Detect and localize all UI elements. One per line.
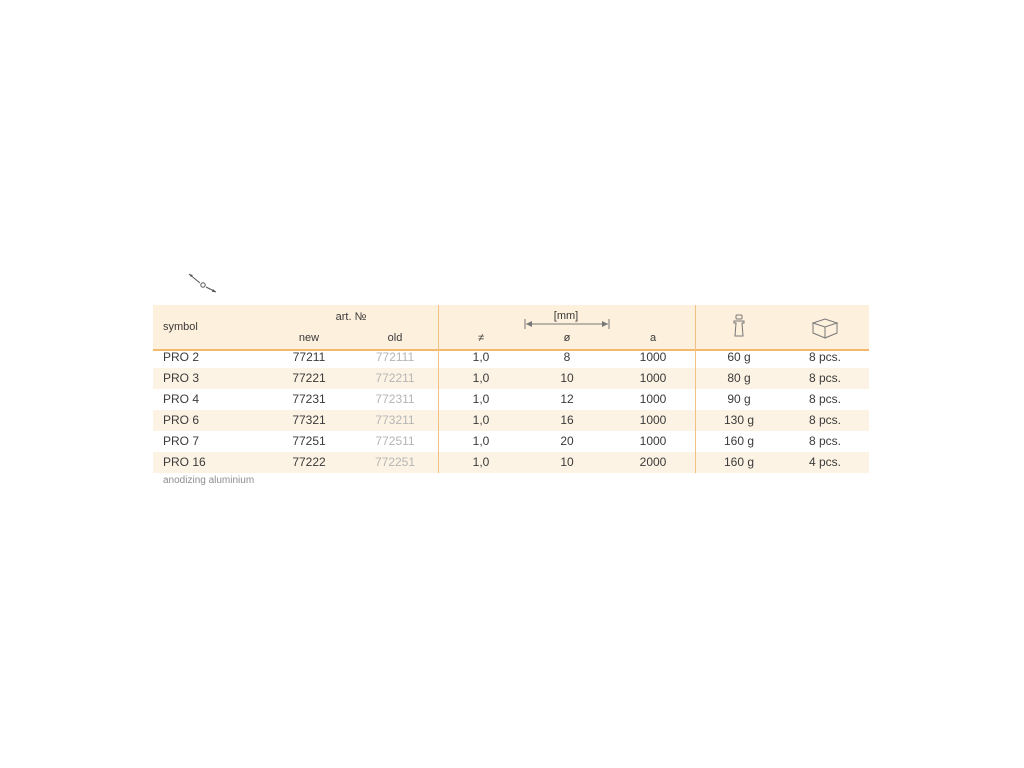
row-shade xyxy=(153,410,869,431)
cell-new: 77231 xyxy=(292,392,326,406)
cell-weight: 60 g xyxy=(727,350,751,364)
column-divider xyxy=(438,305,439,473)
column-divider xyxy=(695,305,696,473)
table-header xyxy=(153,305,869,349)
cell-weight: 90 g xyxy=(727,392,751,406)
cell-weight: 160 g xyxy=(723,434,755,448)
cell-new: 77222 xyxy=(292,455,326,469)
header-diameter: ø xyxy=(563,332,571,344)
cell-old: 772311 xyxy=(375,392,415,406)
cell-new: 77211 xyxy=(292,350,326,364)
cell-pack: 4 pcs. xyxy=(808,455,842,469)
cell-length: 1000 xyxy=(639,392,667,406)
cell-length: 1000 xyxy=(639,350,667,364)
header-new: new xyxy=(298,332,320,344)
cell-symbol: PRO 6 xyxy=(163,413,200,427)
cell-thickness: 1,0 xyxy=(472,434,490,448)
cell-length: 1000 xyxy=(639,434,667,448)
cell-symbol: PRO 16 xyxy=(163,455,206,469)
cell-old: 772251 xyxy=(374,455,416,469)
cell-new: 77251 xyxy=(292,434,326,448)
cell-thickness: 1,0 xyxy=(472,392,490,406)
cell-pack: 8 pcs. xyxy=(808,371,842,385)
cell-weight: 80 g xyxy=(727,371,751,385)
cell-thickness: 1,0 xyxy=(472,455,490,469)
header-old: old xyxy=(387,332,403,344)
cell-diameter: 16 xyxy=(560,413,574,427)
product-table xyxy=(153,305,869,473)
row-shade xyxy=(153,368,869,389)
package-box-icon xyxy=(810,316,840,340)
profile-diagram-icon xyxy=(186,271,218,295)
cell-thickness: 1,0 xyxy=(472,350,490,364)
cell-pack: 8 pcs. xyxy=(808,350,842,364)
cell-diameter: 20 xyxy=(560,434,574,448)
cell-thickness: 1,0 xyxy=(472,413,490,427)
cell-old: 772111 xyxy=(375,350,415,364)
dimension-arrow-icon xyxy=(523,318,611,330)
cell-new: 77221 xyxy=(292,371,326,385)
cell-length: 2000 xyxy=(639,455,667,469)
cell-diameter: 8 xyxy=(563,350,571,364)
cell-old: 772511 xyxy=(375,434,415,448)
cell-length: 1000 xyxy=(639,371,667,385)
cell-weight: 160 g xyxy=(723,455,755,469)
cell-diameter: 10 xyxy=(560,371,574,385)
cell-symbol: PRO 2 xyxy=(163,350,200,364)
header-art-no: art. № xyxy=(335,311,367,323)
header-thickness: ≠ xyxy=(477,332,485,344)
header-symbol: symbol xyxy=(163,321,198,333)
header-rule xyxy=(153,349,869,351)
weight-icon xyxy=(730,314,748,338)
cell-old: 772211 xyxy=(375,371,415,385)
cell-old: 773211 xyxy=(375,413,415,427)
cell-new: 77321 xyxy=(292,413,326,427)
cell-symbol: PRO 3 xyxy=(163,371,200,385)
cell-weight: 130 g xyxy=(723,413,755,427)
cell-diameter: 12 xyxy=(560,392,574,406)
header-unit: [mm] xyxy=(553,310,579,322)
cell-thickness: 1,0 xyxy=(472,371,490,385)
cell-length: 1000 xyxy=(639,413,667,427)
cell-symbol: PRO 7 xyxy=(163,434,200,448)
footnote: anodizing aluminium xyxy=(163,475,255,486)
cell-pack: 8 pcs. xyxy=(808,392,842,406)
row-shade xyxy=(153,452,869,473)
header-length: a xyxy=(649,332,657,344)
cell-pack: 8 pcs. xyxy=(808,413,842,427)
cell-diameter: 10 xyxy=(560,455,574,469)
cell-pack: 8 pcs. xyxy=(808,434,842,448)
cell-symbol: PRO 4 xyxy=(163,392,200,406)
